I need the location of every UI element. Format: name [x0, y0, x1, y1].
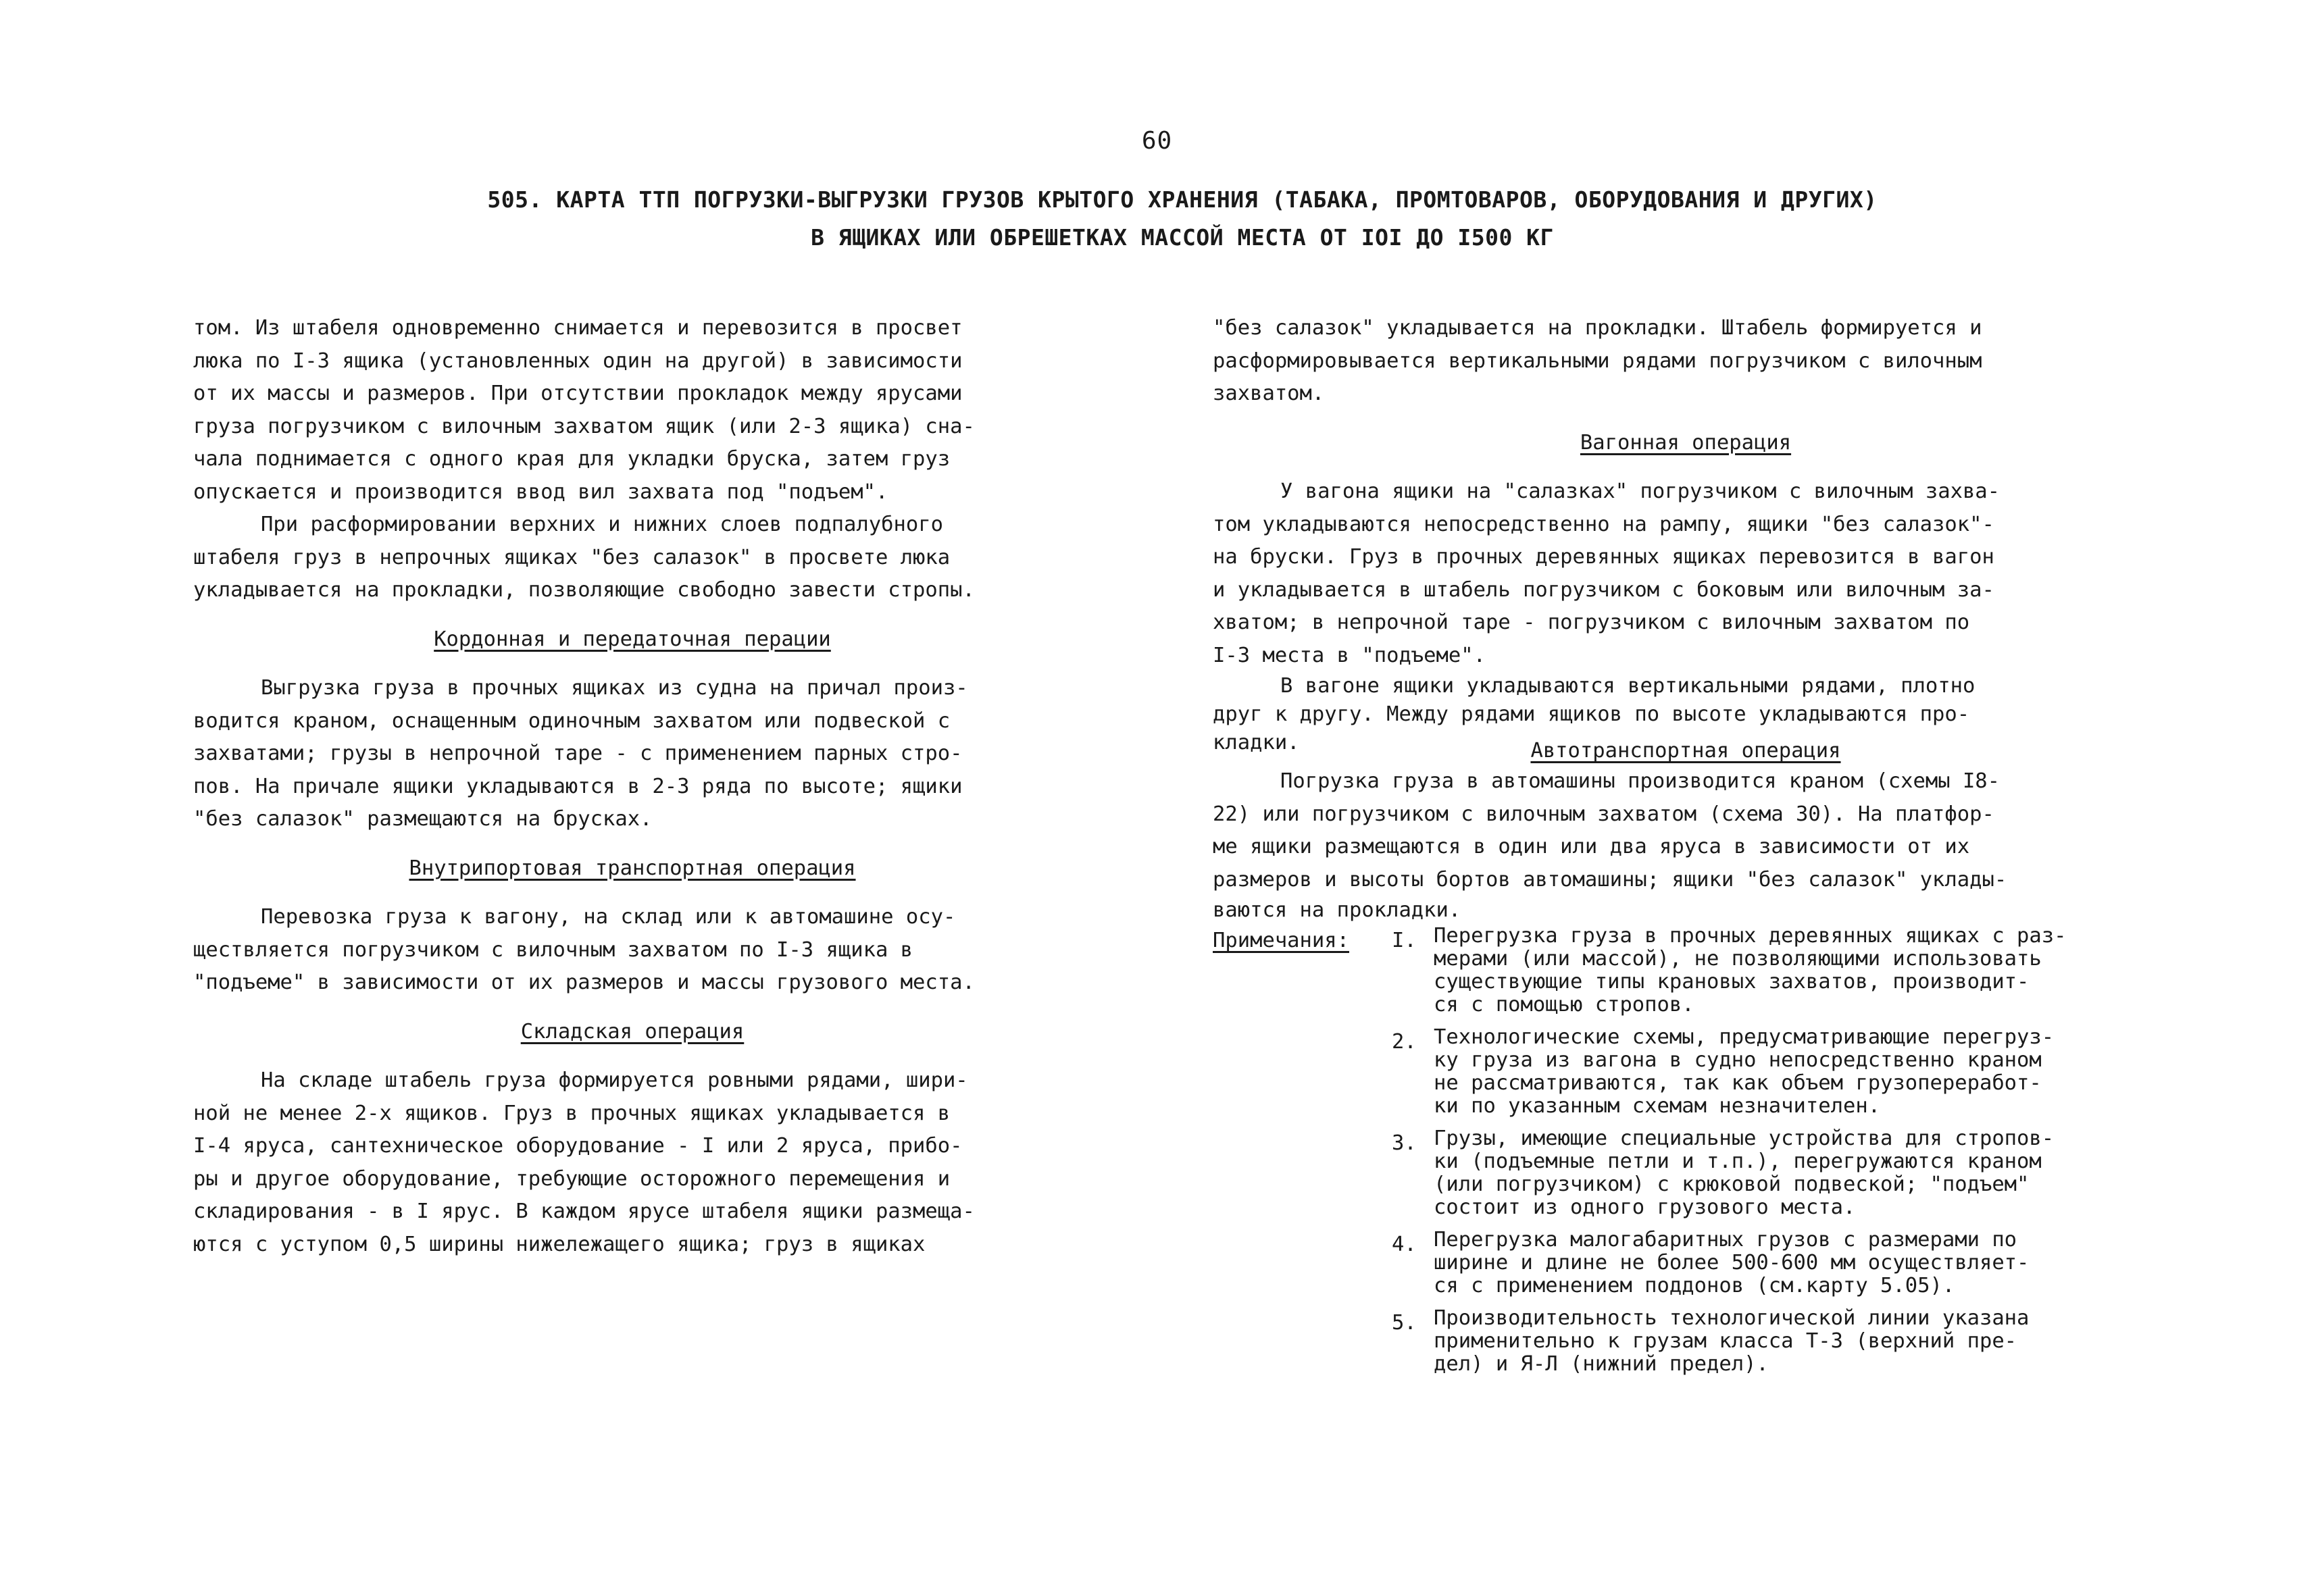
text-line: опускается и производится ввод вил захвата под "подъем".: [193, 480, 888, 504]
text-line: Перевозка груза к вагону, на склад или к автомашине осу-: [261, 905, 956, 929]
note-item: [1392, 925, 2159, 1016]
document-title: [203, 181, 2162, 257]
wagon-paragraph: [1213, 475, 2159, 672]
note-line: Грузы, имеющие специальные устройства для стропов-: [1434, 1127, 2055, 1150]
title-line-2: В ЯЩИКАХ ИЛИ ОБРЕШЕТКАХ МАССОЙ МЕСТА ОТ IOI ДО I500 КГ: [811, 224, 1554, 251]
title-line-1: 505. КАРТА ТТП ПОГРУЗКИ-ВЫГРУЗКИ ГРУЗОВ КРЫТОГО ХРАНЕНИЯ (ТАБАКА, ПРОМТОВАРОВ, ОБОРУДОВАНИЯ И ДРУГИХ): [487, 186, 1878, 213]
notes-list: [1392, 925, 2159, 1385]
text-line: друг к другу. Между рядами ящиков по высоте укладываются про-: [1213, 702, 1970, 726]
section-heading-wagon: Вагонная операция: [1580, 430, 1792, 455]
text-line: кладки.: [1213, 731, 1300, 754]
note-number: 2.: [1392, 1030, 1417, 1054]
text-line: захватом.: [1213, 382, 1325, 405]
section-heading-inner-port: Внутрипортовая транспортная операция: [409, 856, 856, 880]
text-line: Выгрузка груза в прочных ящиках из судна на причал произ-: [261, 676, 968, 700]
note-line: ся с помощью стропов.: [1434, 993, 1694, 1016]
text-line: ваются на прокладки.: [1213, 898, 1461, 922]
text-line: пов. На причале ящики укладываются в 2-3 ряда по высоте; ящики: [193, 774, 963, 798]
note-line: Перегрузка груза в прочных деревянных ящиках с раз-: [1434, 924, 2067, 948]
note-line: Технологические схемы, предусматривающие перегруз-: [1434, 1025, 2055, 1049]
notes-block: [1213, 925, 2159, 1385]
left-intro-paragraph: [193, 312, 1072, 509]
text-line: чала поднимается с одного края для укладки бруска, затем груз: [193, 447, 951, 471]
section-heading-warehouse: Складская операция: [520, 1019, 745, 1044]
text-line: водится краном, оснащенным одиночным захватом или подвеской с: [193, 709, 951, 733]
cordon-paragraph: [193, 672, 1072, 836]
left-column: [193, 312, 1072, 1261]
text-line: от их массы и размеров. При отсутствии прокладок между ярусами: [193, 382, 963, 405]
inner-port-paragraph: [193, 901, 1072, 1000]
note-item: [1392, 1229, 2159, 1297]
text-line: и укладывается в штабель погрузчиком с боковым или вилочным за-: [1213, 577, 1994, 602]
text-line: расформировывается вертикальными рядами погрузчиком с вилочным: [1213, 349, 1982, 373]
text-line: I-3 места в "подъеме".: [1213, 643, 1486, 667]
note-number: 5.: [1392, 1311, 1417, 1335]
note-line: Перегрузка малогабаритных грузов с размерами по: [1434, 1228, 2017, 1252]
right-intro-paragraph: [1213, 312, 2159, 411]
text-line: груза погрузчиком с вилочным захватом ящик (или 2-3 ящика) сна-: [193, 414, 975, 438]
text-line: ются с уступом 0,5 ширины нижележащего ящика; груз в ящиках: [193, 1232, 926, 1256]
note-line: (или погрузчиком) с крюковой подвеской; "подъем": [1434, 1173, 2030, 1196]
text-line: складирования - в I ярус. В каждом ярусе штабеля ящики размеща-: [193, 1200, 975, 1223]
text-line: "подъеме" в зависимости от их размеров и массы грузового места.: [193, 971, 975, 994]
text-line: "без салазок" размещаются на брусках.: [193, 807, 653, 831]
note-item: [1392, 1307, 2159, 1376]
note-line: применительно к грузам класса Т-3 (верхний пре-: [1434, 1329, 2017, 1353]
section-heading-auto: Автотранспортная операция: [1530, 739, 1841, 763]
section-heading-cordon: Кордонная и передаточная перации: [434, 627, 831, 651]
text-line: На складе штабель груза формируется ровными рядами, шири-: [261, 1069, 968, 1092]
text-line: ры и другое оборудование, требующие осторожного перемещения и: [193, 1166, 951, 1191]
note-line: ку груза из вагона в судно непосредственно краном: [1434, 1048, 2042, 1072]
note-line: Производительность технологической линии указана: [1434, 1306, 2030, 1330]
note-number: I.: [1392, 929, 1417, 952]
text-line: ществляется погрузчиком с вилочным захватом по I-3 ящика в: [193, 937, 913, 962]
text-line: люка по I-3 ящика (установленных один на другой) в зависимости: [193, 349, 963, 373]
text-line: укладывается на прокладки, позволяющие свободно завести стропы.: [193, 578, 975, 602]
left-paragraph-2: [193, 509, 1072, 607]
note-line: состоит из одного грузового места.: [1434, 1195, 1856, 1219]
page-number: 60: [1141, 127, 1173, 155]
notes-label: Примечания:: [1213, 929, 1349, 952]
text-line: В вагоне ящики укладываются вертикальными рядами, плотно: [1280, 674, 1976, 698]
text-line: I-4 яруса, сантехническое оборудование - I или 2 яруса, прибо-: [193, 1134, 963, 1158]
text-line: "без салазок" укладывается на прокладки. Штабель формируется и: [1213, 316, 1982, 340]
text-line: ме ящики размещаются в один или два яруса в зависимости от их: [1213, 835, 1970, 858]
text-line: захватами; грузы в непрочной таре - с применением парных стро-: [193, 742, 963, 765]
text-line: штабеля груз в непрочных ящиках "без салазок" в просвете люка: [193, 545, 951, 569]
note-line: мерами (или массой), не позволяющими использовать: [1434, 947, 2042, 971]
note-line: ки (подъемные петли и т.п.), перегружаются краном: [1434, 1150, 2042, 1173]
text-line: том. Из штабеля одновременно снимается и перевозится в просвет: [193, 316, 963, 340]
text-line: 22) или погрузчиком с вилочным захватом (схема 30). На платфор-: [1213, 802, 1994, 826]
text-line: размеров и высоты бортов автомашины; ящики "без салазок" уклады-: [1213, 867, 2007, 892]
text-line: У вагона ящики на "салазках" погрузчиком с вилочным захва-: [1280, 480, 2001, 503]
right-column: [1213, 312, 2159, 1385]
auto-paragraph: [1213, 765, 2159, 925]
text-line: При расформировании верхних и нижних слоев подпалубного: [261, 513, 943, 536]
text-line: на бруски. Груз в прочных деревянных ящиках перевозится в вагон: [1213, 545, 1994, 569]
warehouse-paragraph: [193, 1064, 1072, 1261]
note-line: не рассматриваются, так как объем грузопереработ-: [1434, 1071, 2042, 1095]
note-number: 4.: [1392, 1233, 1417, 1256]
note-line: дел) и Я-Л (нижний предел).: [1434, 1352, 1769, 1376]
note-item: [1392, 1127, 2159, 1219]
note-item: [1392, 1026, 2159, 1118]
text-line: Погрузка груза в автомашины производится краном (схемы I8-: [1280, 769, 2001, 793]
text-line: ной не менее 2-х ящиков. Груз в прочных ящиках укладывается в: [193, 1101, 951, 1125]
note-line: ся с применением поддонов (см.карту 5.05).: [1434, 1274, 1955, 1297]
note-line: ки по указанным схемам незначителен.: [1434, 1094, 1881, 1118]
text-line: хватом; в непрочной таре - погрузчиком с вилочным захватом по: [1213, 611, 1970, 634]
text-line: том укладываются непосредственно на рампу, ящики "без салазок"-: [1213, 512, 1994, 536]
note-line: ширине и длине не более 500-600 мм осуществляет-: [1434, 1251, 2030, 1275]
note-line: существующие типы крановых захватов, производит-: [1434, 970, 2030, 994]
note-number: 3.: [1392, 1131, 1417, 1155]
